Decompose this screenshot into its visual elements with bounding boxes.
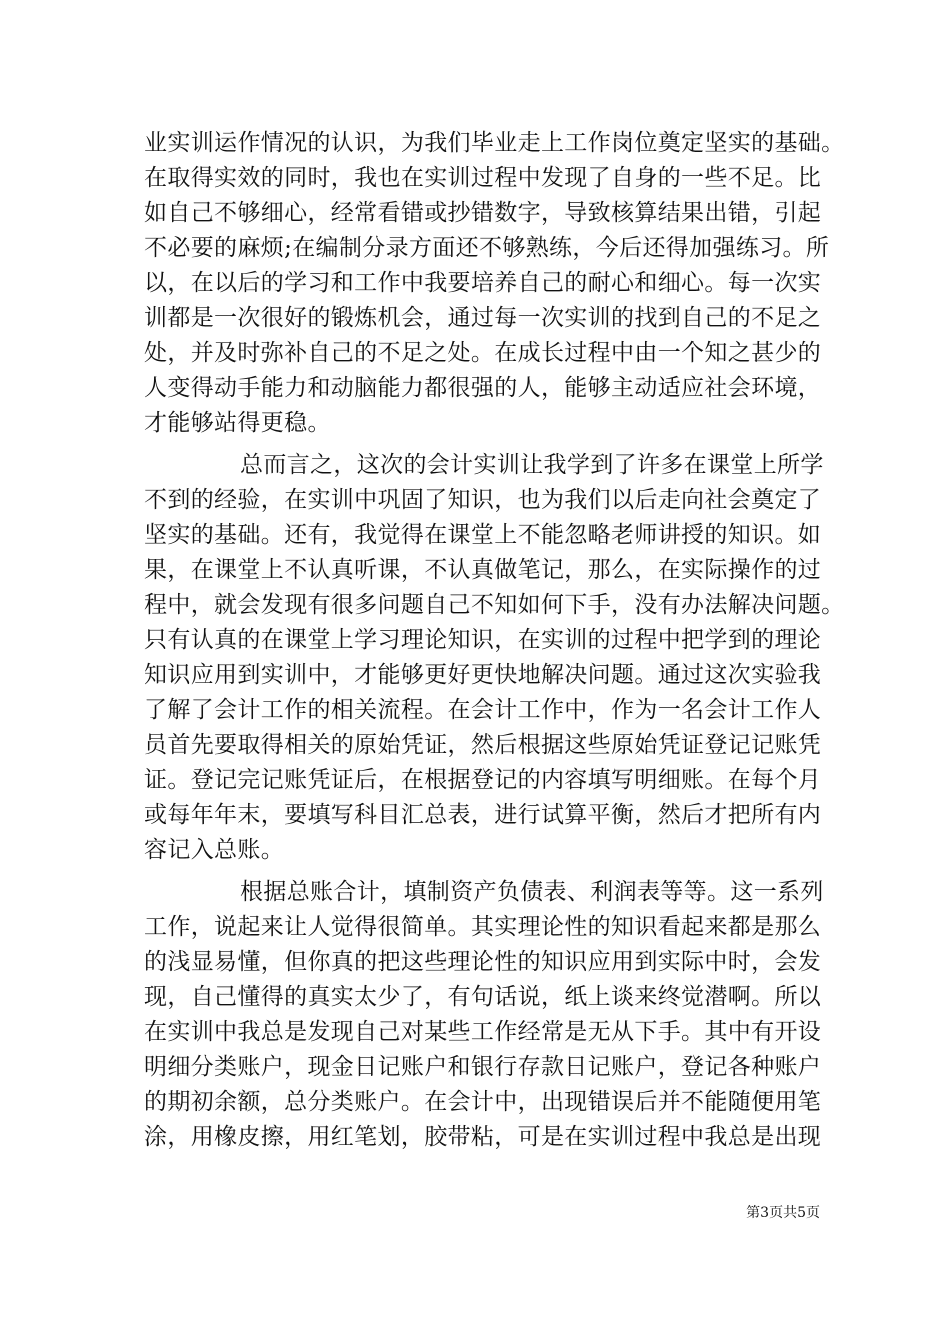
text-line: 人变得动手能力和动脑能力都很强的人，能够主动适应社会环境， bbox=[144, 375, 822, 401]
text-line: 证。登记完记账凭证后，在根据登记的内容填写明细账。在每个月 bbox=[144, 767, 822, 793]
page-number-footer: 第3页共5页 bbox=[746, 1205, 820, 1221]
paragraph-first-line: 根据总账合计，填制资产负债表、利润表等等。这一系列 bbox=[240, 879, 824, 905]
text-line: 才能够站得更稳。 bbox=[144, 410, 331, 436]
text-line: 在实训中我总是发现自己对某些工作经常是无从下手。其中有开设 bbox=[144, 1019, 822, 1045]
text-line: 现，自己懂得的真实太少了，有句话说，纸上谈来终觉潜啊。所以 bbox=[144, 984, 822, 1010]
text-line: 以，在以后的学习和工作中我要培养自己的耐心和细心。每一次实 bbox=[144, 270, 822, 296]
text-line: 在取得实效的同时，我也在实训过程中发现了自身的一些不足。比 bbox=[144, 165, 822, 191]
text-line: 员首先要取得相关的原始凭证，然后根据这些原始凭证登记记账凭 bbox=[144, 732, 822, 758]
text-line: 程中，就会发现有很多问题自己不知如何下手，没有办法解决问题。 bbox=[144, 592, 845, 618]
text-line: 不到的经验，在实训中巩固了知识，也为我们以后走向社会奠定了 bbox=[144, 487, 822, 513]
text-line: 明细分类账户，现金日记账户和银行存款日记账户，登记各种账户 bbox=[144, 1054, 822, 1080]
paragraph-first-line: 总而言之，这次的会计实训让我学到了许多在课堂上所学 bbox=[240, 452, 824, 478]
text-line: 果，在课堂上不认真听课，不认真做笔记，那么，在实际操作的过 bbox=[144, 557, 822, 583]
text-line: 不必要的麻烦;在编制分录方面还不够熟练，今后还得加强练习。所 bbox=[144, 235, 830, 261]
text-line: 或每年年末，要填写科目汇总表，进行试算平衡，然后才把所有内 bbox=[144, 802, 822, 828]
text-line: 工作，说起来让人觉得很简单。其实理论性的知识看起来都是那么 bbox=[144, 914, 822, 940]
text-line: 的期初余额，总分类账户。在会计中，出现错误后并不能随便用笔 bbox=[144, 1089, 822, 1115]
text-line: 涂，用橡皮擦，用红笔划，胶带粘，可是在实训过程中我总是出现 bbox=[144, 1124, 822, 1150]
text-line: 知识应用到实训中，才能够更好更快地解决问题。通过这次实验我 bbox=[144, 662, 822, 688]
text-line: 容记入总账。 bbox=[144, 837, 285, 863]
text-line: 如自己不够细心，经常看错或抄错数字，导致核算结果出错，引起 bbox=[144, 200, 822, 226]
text-line: 坚实的基础。还有，我觉得在课堂上不能忽略老师讲授的知识。如 bbox=[144, 522, 822, 548]
text-line: 业实训运作情况的认识，为我们毕业走上工作岗位奠定坚实的基础。 bbox=[144, 130, 845, 156]
text-line: 了解了会计工作的相关流程。在会计工作中，作为一名会计工作人 bbox=[144, 697, 822, 723]
text-line: 训都是一次很好的锻炼机会，通过每一次实训的找到自己的不足之 bbox=[144, 305, 822, 331]
text-line: 的浅显易懂，但你真的把这些理论性的知识应用到实际中时，会发 bbox=[144, 949, 822, 975]
text-line: 只有认真的在课堂上学习理论知识，在实训的过程中把学到的理论 bbox=[144, 627, 822, 653]
text-line: 处，并及时弥补自己的不足之处。在成长过程中由一个知之甚少的 bbox=[144, 340, 822, 366]
